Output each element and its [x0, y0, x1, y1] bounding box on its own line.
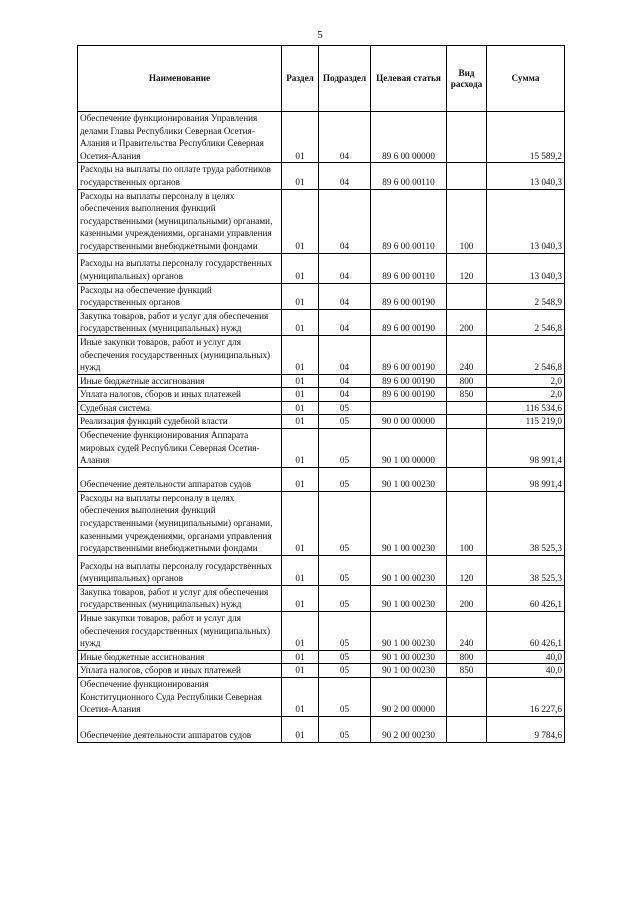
cell-sum: 116 534,6 [487, 401, 565, 415]
cell-type [447, 163, 487, 189]
table-row [78, 467, 565, 491]
cell-subsection: 05 [319, 491, 371, 555]
cell-subsection: 05 [319, 716, 371, 742]
cell-target: 90 1 00 00230 [371, 585, 447, 611]
cell-section: 01 [282, 491, 319, 555]
cell-name: Обеспечение функционирования Управления делами Главы Республики Северная Осетия-Алания и Правительства Республики Северная Осетия-Алания [78, 112, 282, 163]
cell-target: 90 1 00 00000 [371, 429, 447, 468]
header-subsection: Подраздел [319, 46, 371, 112]
cell-target: 89 6 00 00190 [371, 374, 447, 388]
cell-sum: 2,0 [487, 388, 565, 402]
cell-type: 100 [447, 491, 487, 555]
cell-name: Иные бюджетные ассигнования [78, 650, 282, 664]
table-row [78, 491, 565, 555]
table-row [78, 677, 565, 716]
cell-type [447, 283, 487, 309]
cell-section: 01 [282, 401, 319, 415]
cell-sum: 13 040,3 [487, 163, 565, 189]
cell-section: 01 [282, 112, 319, 163]
cell-subsection: 04 [319, 253, 371, 283]
cell-type: 200 [447, 309, 487, 335]
cell-sum: 98 991,4 [487, 467, 565, 491]
cell-section: 01 [282, 677, 319, 716]
cell-name: Расходы на выплаты персоналу в целях обеспечения выполнения функций государственными (муниципальными) органами, казенными учреждениями, органами управления государственными внебюджетными фондами [78, 491, 282, 555]
cell-target: 89 6 00 00000 [371, 112, 447, 163]
cell-name: Расходы на выплаты персоналу государственных (муниципальных) органов [78, 253, 282, 283]
cell-type [447, 401, 487, 415]
cell-section: 01 [282, 612, 319, 651]
cell-sum: 98 991,4 [487, 429, 565, 468]
table-row [78, 374, 565, 388]
cell-sum: 2 546,8 [487, 335, 565, 374]
cell-target: 89 6 00 00190 [371, 283, 447, 309]
cell-name: Иные закупки товаров, работ и услуг для обеспечения государственных (муниципальных) нужд [78, 612, 282, 651]
cell-section: 01 [282, 388, 319, 402]
cell-section: 01 [282, 335, 319, 374]
cell-subsection: 05 [319, 664, 371, 678]
cell-section: 01 [282, 309, 319, 335]
cell-section: 01 [282, 467, 319, 491]
table-row [78, 585, 565, 611]
table-header-row [78, 46, 565, 112]
cell-sum: 60 426,1 [487, 612, 565, 651]
table-row [78, 664, 565, 678]
header-type: Вид расхода [447, 46, 487, 112]
cell-name: Расходы на обеспечение функций государственных органов [78, 283, 282, 309]
table-row [78, 612, 565, 651]
cell-section: 01 [282, 555, 319, 585]
header-name: Наименование [78, 46, 282, 112]
header-target: Целевая статья [371, 46, 447, 112]
cell-sum: 60 426,1 [487, 585, 565, 611]
cell-type [447, 467, 487, 491]
table-row [78, 335, 565, 374]
cell-sum: 2,0 [487, 374, 565, 388]
table-row [78, 112, 565, 163]
cell-sum: 13 040,3 [487, 189, 565, 253]
cell-subsection: 04 [319, 388, 371, 402]
cell-section: 01 [282, 716, 319, 742]
cell-name: Обеспечение деятельности аппаратов судов [78, 467, 282, 491]
cell-subsection: 04 [319, 112, 371, 163]
cell-target: 89 6 00 00190 [371, 309, 447, 335]
cell-sum: 38 525,3 [487, 491, 565, 555]
cell-type: 120 [447, 555, 487, 585]
cell-section: 01 [282, 664, 319, 678]
cell-sum: 38 525,3 [487, 555, 565, 585]
table-row [78, 415, 565, 429]
cell-name: Иные закупки товаров, работ и услуг для обеспечения государственных (муниципальных) нужд [78, 335, 282, 374]
cell-sum: 13 040,3 [487, 253, 565, 283]
cell-subsection: 05 [319, 585, 371, 611]
cell-name: Обеспечение функционирования Конституционного Суда Республики Северная Осетия-Алания [78, 677, 282, 716]
cell-subsection: 04 [319, 283, 371, 309]
cell-type: 100 [447, 189, 487, 253]
table-row [78, 189, 565, 253]
cell-type: 240 [447, 612, 487, 651]
table-row [78, 429, 565, 468]
cell-target: 89 6 00 00190 [371, 388, 447, 402]
cell-target: 90 2 00 00000 [371, 677, 447, 716]
table-body [78, 112, 565, 743]
cell-target: 90 1 00 00230 [371, 491, 447, 555]
cell-type [447, 429, 487, 468]
cell-section: 01 [282, 650, 319, 664]
cell-sum: 2 546,8 [487, 309, 565, 335]
cell-subsection: 04 [319, 335, 371, 374]
cell-type: 850 [447, 664, 487, 678]
cell-target: 90 2 00 00230 [371, 716, 447, 742]
cell-subsection: 05 [319, 429, 371, 468]
cell-name: Реализация функций судебной власти [78, 415, 282, 429]
cell-subsection: 04 [319, 163, 371, 189]
header-sum: Сумма [487, 46, 565, 112]
table-row [78, 388, 565, 402]
cell-type: 850 [447, 388, 487, 402]
cell-target: 90 1 00 00230 [371, 650, 447, 664]
cell-type: 200 [447, 585, 487, 611]
cell-sum: 40,0 [487, 664, 565, 678]
cell-target: 89 6 00 00190 [371, 335, 447, 374]
cell-sum: 115 219,0 [487, 415, 565, 429]
cell-section: 01 [282, 374, 319, 388]
budget-table [77, 45, 565, 743]
cell-name: Иные бюджетные ассигнования [78, 374, 282, 388]
cell-name: Расходы на выплаты по оплате труда работников государственных органов [78, 163, 282, 189]
cell-name: Обеспечение функционирования Аппарата мировых судей Республики Северная Осетия-Алания [78, 429, 282, 468]
table-row [78, 163, 565, 189]
cell-name: Закупка товаров, работ и услуг для обеспечения государственных (муниципальных) нужд [78, 585, 282, 611]
cell-type: 240 [447, 335, 487, 374]
cell-target [371, 401, 447, 415]
cell-section: 01 [282, 253, 319, 283]
cell-type [447, 112, 487, 163]
table-row [78, 716, 565, 742]
cell-name: Расходы на выплаты персоналу в целях обеспечения выполнения функций государственными (муниципальными) органами, казенными учреждениями, органами управления государственными внебюджетными фондами [78, 189, 282, 253]
cell-target: 90 1 00 00230 [371, 612, 447, 651]
cell-section: 01 [282, 163, 319, 189]
cell-name: Уплата налогов, сборов и иных платежей [78, 664, 282, 678]
cell-type: 800 [447, 374, 487, 388]
cell-target: 90 1 00 00230 [371, 555, 447, 585]
cell-name: Уплата налогов, сборов и иных платежей [78, 388, 282, 402]
header-section: Раздел [282, 46, 319, 112]
cell-sum: 9 784,6 [487, 716, 565, 742]
table-row [78, 253, 565, 283]
cell-name: Расходы на выплаты персоналу государственных (муниципальных) органов [78, 555, 282, 585]
cell-target: 89 6 00 00110 [371, 253, 447, 283]
cell-target: 89 6 00 00110 [371, 189, 447, 253]
cell-subsection: 04 [319, 309, 371, 335]
table-row [78, 555, 565, 585]
cell-name: Закупка товаров, работ и услуг для обеспечения государственных (муниципальных) нужд [78, 309, 282, 335]
cell-target: 90 1 00 00230 [371, 467, 447, 491]
cell-sum: 15 589,2 [487, 112, 565, 163]
cell-section: 01 [282, 585, 319, 611]
cell-type [447, 415, 487, 429]
cell-type: 120 [447, 253, 487, 283]
cell-type: 800 [447, 650, 487, 664]
cell-section: 01 [282, 415, 319, 429]
cell-subsection: 05 [319, 415, 371, 429]
cell-sum: 40,0 [487, 650, 565, 664]
cell-subsection: 05 [319, 401, 371, 415]
table-row [78, 401, 565, 415]
cell-target: 89 6 00 00110 [371, 163, 447, 189]
cell-subsection: 04 [319, 189, 371, 253]
cell-target: 90 0 00 00000 [371, 415, 447, 429]
cell-target: 90 1 00 00230 [371, 664, 447, 678]
table-row [78, 650, 565, 664]
cell-subsection: 05 [319, 650, 371, 664]
cell-section: 01 [282, 283, 319, 309]
table-row [78, 283, 565, 309]
cell-name: Судебная система [78, 401, 282, 415]
cell-subsection: 05 [319, 612, 371, 651]
cell-type [447, 716, 487, 742]
cell-sum: 16 227,6 [487, 677, 565, 716]
cell-subsection: 05 [319, 677, 371, 716]
cell-subsection: 05 [319, 555, 371, 585]
cell-name: Обеспечение деятельности аппаратов судов [78, 716, 282, 742]
cell-subsection: 04 [319, 374, 371, 388]
table-row [78, 309, 565, 335]
page-number: 5 [317, 29, 323, 41]
cell-section: 01 [282, 429, 319, 468]
cell-subsection: 05 [319, 467, 371, 491]
cell-type [447, 677, 487, 716]
cell-sum: 2 548,9 [487, 283, 565, 309]
cell-section: 01 [282, 189, 319, 253]
